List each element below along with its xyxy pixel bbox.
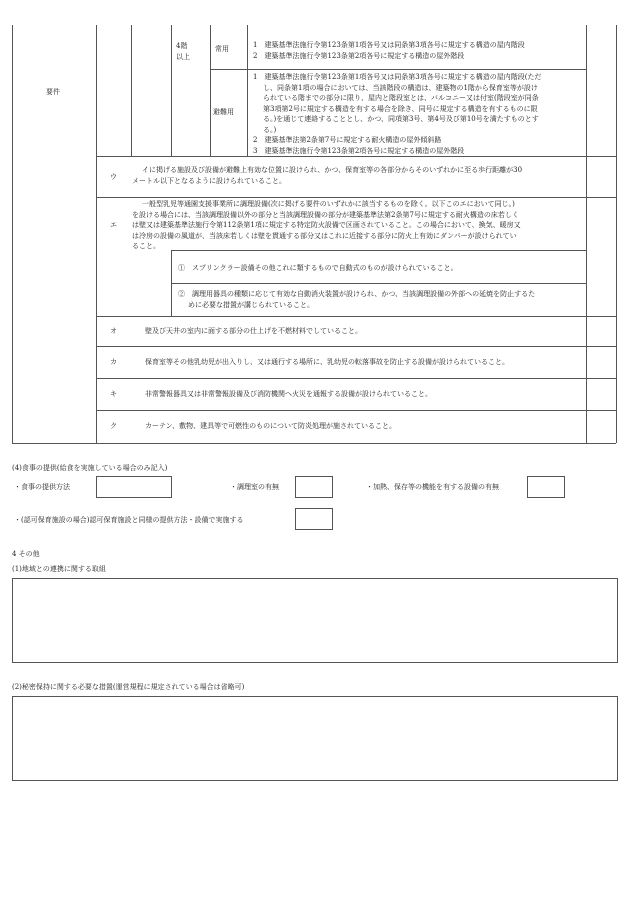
meal-heading: (4)食事の提供(給食を実施している場合のみ記入)	[12, 464, 168, 472]
list-item: 3 建築基準法施行令第123条第2項各号に規定する構造の屋外階段	[253, 146, 465, 155]
row-text-ku: カーテン、敷物、建具等で可燃性のものについて防炎処理が施されていること。	[145, 422, 396, 430]
row-key-u: ウ	[110, 173, 117, 181]
floor-label: 4階 以上	[176, 42, 190, 61]
certified-field[interactable]	[295, 508, 333, 530]
kitchen-field[interactable]	[295, 476, 333, 498]
list-item: られている階までの部分に限り、屋内と階段室とは、バルコニー又は付室(階段室が同条	[263, 94, 539, 102]
regular-use-label: 常用	[215, 45, 229, 53]
list-item: 2 建築基準法施行令第123条第2項各号に規定する構造の屋外階段	[253, 51, 465, 60]
community-field[interactable]	[12, 578, 618, 663]
row-e-sub1: ① スプリンクラー設備その他これに類するもので自動式のものが設けられていること。	[178, 264, 458, 272]
certified-label: ・(認可保育施設の場合)認可保育施設と同様の提供方法・設備で実施する	[14, 516, 244, 524]
row-text-ka: 保育室等その他乳幼児が出入りし、又は通行する場所に、乳幼児の転落事故を防止する設備が設けられていること。	[145, 358, 509, 366]
other-heading: 4 その他	[12, 550, 40, 558]
row-text-o: 壁及び天井の室内に面する部分の仕上げを不燃材料でしていること。	[145, 327, 362, 335]
list-item: 1 建築基準法施行令第123条第1項各号又は同条第3項各号に規定する構造の屋内階段(ただ	[253, 73, 542, 81]
requirements-label: 要件	[46, 88, 60, 96]
list-item: し、同条第1項の場合においては、当該階段の構造は、建築物の1階から保育室等が設け	[263, 83, 538, 92]
evacuation-items	[253, 72, 541, 156]
community-label: (1)地域との連携に関する取組	[12, 565, 106, 573]
kitchen-label: ・調理室の有無	[230, 483, 279, 491]
meal-method-field[interactable]	[96, 476, 172, 498]
row-e-sub2: ② 調理用器具の種類に応じて有効な自動消火装置が設けられ、かつ、当該調理設備の外部への延焼を防止するた めに必要な措置が講じられていること。	[178, 290, 536, 309]
row-key-e: エ	[110, 221, 117, 229]
heating-label: ・加熱、保存等の機能を有する設備の有無	[366, 483, 499, 491]
meal-method-label: ・食事の提供方法	[14, 483, 70, 491]
list-item: 1 建築基準法施行令第123条第1項各号又は同条第3項各号に規定する構造の屋内階段	[253, 41, 525, 49]
list-item: る。)	[263, 125, 277, 134]
list-item: 第3項第2号に規定する構造を有する場合を除き、同号に規定する構造を有するものに限	[263, 104, 538, 113]
list-item: る。)を通じて連絡することとし、かつ、同項第3号、第4号及び第10号を満たすものとす	[263, 115, 539, 123]
regular-use-items	[253, 40, 525, 61]
row-text-u: イに掲げる施設及び設備が避難上有効な位置に設けられ、かつ、保育室等の各部分からそのいずれかに至る歩行距離が30 メートル以下となるように設けられていること。	[132, 166, 523, 185]
row-text-e: 一般型乳児等通園支援事業所に調理設備(次に掲げる要件のいずれかに該当するものを除く。以下このエにおいて同じ。) を設ける場合には、当該調理設備以外の部分と当該調理設備の部分が建築基準法第2条第7号に規定する耐火構造の床若しく は壁又は建築基準法施行令第112条第1項に規定する特定防火設備で区画されていること。この場合において、換気、暖房又 は冷房の設備の風道が、当該床若しくは壁を貫通する部分又はこれに近接する部分に防火上有効にダンパーが設けられてい ること。	[132, 200, 521, 250]
row-text-ki: 非常警報器具又は非常警報設備及び消防機関へ火災を通報する設備が設けられていること。	[145, 390, 432, 398]
evacuation-label: 避難用	[213, 108, 234, 116]
confidentiality-field[interactable]	[12, 696, 618, 781]
heating-field[interactable]	[527, 476, 565, 498]
list-item: 2 建築基準法第2条第7号に規定する耐火構造の屋外傾斜路	[253, 136, 442, 144]
row-key-ku: ク	[110, 422, 117, 430]
row-key-ka: カ	[110, 358, 117, 366]
row-key-ki: キ	[110, 390, 117, 398]
confidentiality-label: (2)秘密保持に関する必要な措置(運営規程に規定されている場合は省略可)	[12, 683, 245, 691]
row-key-o: オ	[110, 327, 117, 335]
